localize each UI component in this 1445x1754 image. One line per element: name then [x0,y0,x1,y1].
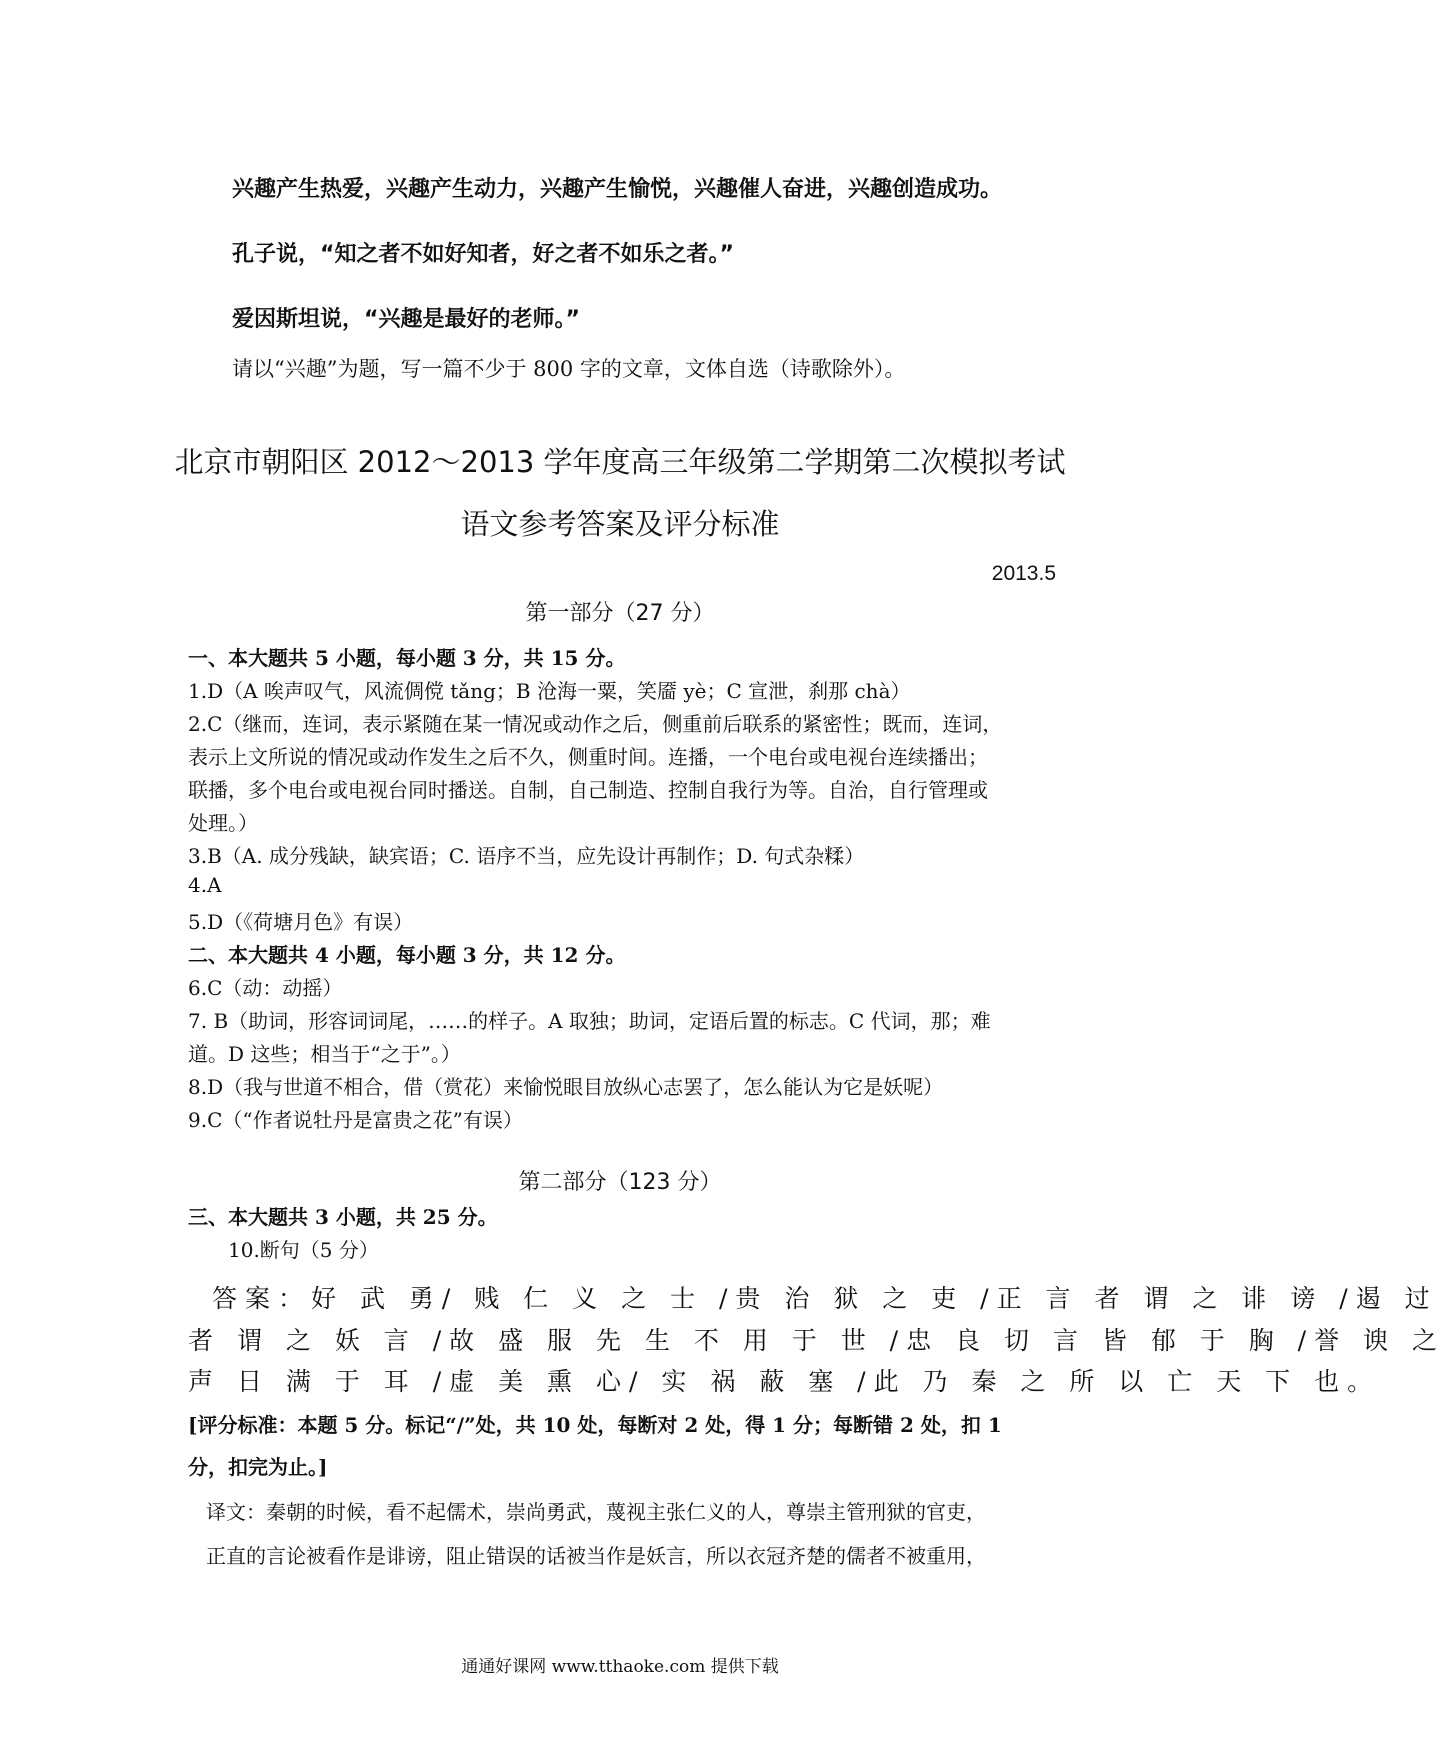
answer-line: 表示上文所说的情况或动作发生之后不久，侧重时间。连播，一个电台或电视台连续播出； [188,745,988,769]
answer-line: 4.A [188,873,222,897]
part2-heading: 第二部分（123 分） [518,1170,722,1195]
answer-line: 答案：好 武 勇/ 贱 仁 义 之 士 /贵 治 狱 之 吏 /正 言 者 谓 之 诽 谤 /遏 过 [212,1284,1438,1313]
document-date: 2013.5 [991,562,1056,585]
essay-prompt: 请以“兴趣”为题，写一篇不少于 800 字的文章，文体自选（诗歌除外）。 [232,357,906,381]
scoring-note: 分，扣完为止。] [188,1455,328,1479]
answer-line: 9.C（“作者说牡丹是富贵之花”有误） [188,1108,523,1132]
answer-line: 处理。） [188,811,258,835]
answer-line: 道。D 这些；相当于“之于”。） [188,1042,461,1066]
answer-line: 3.B（A. 成分残缺，缺宾语；C. 语序不当，应先设计再制作；D. 句式杂糅） [188,844,865,868]
question-10-label: 10.断句（5 分） [228,1238,379,1262]
section1-heading: 一、本大题共 5 小题，每小题 3 分，共 15 分。 [188,646,626,670]
answer-line: 2.C（继而，连词，表示紧随在某一情况或动作之后，侧重前后联系的紧密性；既而，连词， [188,712,1003,736]
essay-quote-1: 兴趣产生热爱，兴趣产生动力，兴趣产生愉悦，兴趣催人奋进，兴趣创造成功。 [232,177,1003,202]
essay-quote-2: 孔子说，“知之者不如好知者，好之者不如乐之者。” [232,242,734,267]
document-subtitle: 语文参考答案及评分标准 [460,507,780,541]
document-title: 北京市朝阳区 2012～2013 学年度高三年级第二学期第二次模拟考试 [174,445,1066,479]
page-footer: 通通好课网 www.tthaoke.com 提供下载 [461,1657,779,1677]
answer-line: 1.D（A 唉声叹气，风流倜傥 tǎng；B 沧海一粟，笑靥 yè；C 宣泄，刹那 chà） [188,679,911,703]
answer-line: 8.D（我与世道不相合，借（赏花）来愉悦眼目放纵心志罢了，怎么能认为它是妖呢） [188,1075,944,1099]
answer-line: 联播，多个电台或电视台同时播送。自制，自己制造、控制自我行为等。自治，自行管理或 [188,778,988,802]
answer-line: 者 谓 之 妖 言 /故 盛 服 先 生 不 用 于 世 /忠 良 切 言 皆 郁 于 胸 /誉 谀 之 [188,1326,1445,1355]
translation-line: 译文：秦朝的时候，看不起儒术，崇尚勇武，蔑视主张仁义的人，尊崇主管刑狱的官吏， [206,1500,986,1524]
translation-line: 正直的言论被看作是诽谤，阻止错误的话被当作是妖言，所以衣冠齐楚的儒者不被重用， [206,1544,986,1568]
answer-line: 7. B（助词，形容词词尾，……的样子。A 取独；助词，定语后置的标志。C 代词，那；难 [188,1009,991,1033]
answer-line: 6.C（动：动摇） [188,976,343,1000]
section2-heading: 二、本大题共 4 小题，每小题 3 分，共 12 分。 [188,943,626,967]
essay-quote-3: 爱因斯坦说，“兴趣是最好的老师。” [232,307,580,332]
answer-line: 声 日 满 于 耳 /虚 美 熏 心/ 实 祸 蔽 塞 /此 乃 秦 之 所 以 亡 天 下 也。 [188,1367,1381,1396]
answer-line: 5.D（《荷塘月色》有误） [188,910,414,934]
section3-heading: 三、本大题共 3 小题，共 25 分。 [188,1205,498,1229]
part1-heading: 第一部分（27 分） [525,601,715,626]
scoring-note: [评分标准：本题 5 分。标记“/”处，共 10 处，每断对 2 处，得 1 分；每断错 2 处，扣 1 [188,1413,1002,1437]
